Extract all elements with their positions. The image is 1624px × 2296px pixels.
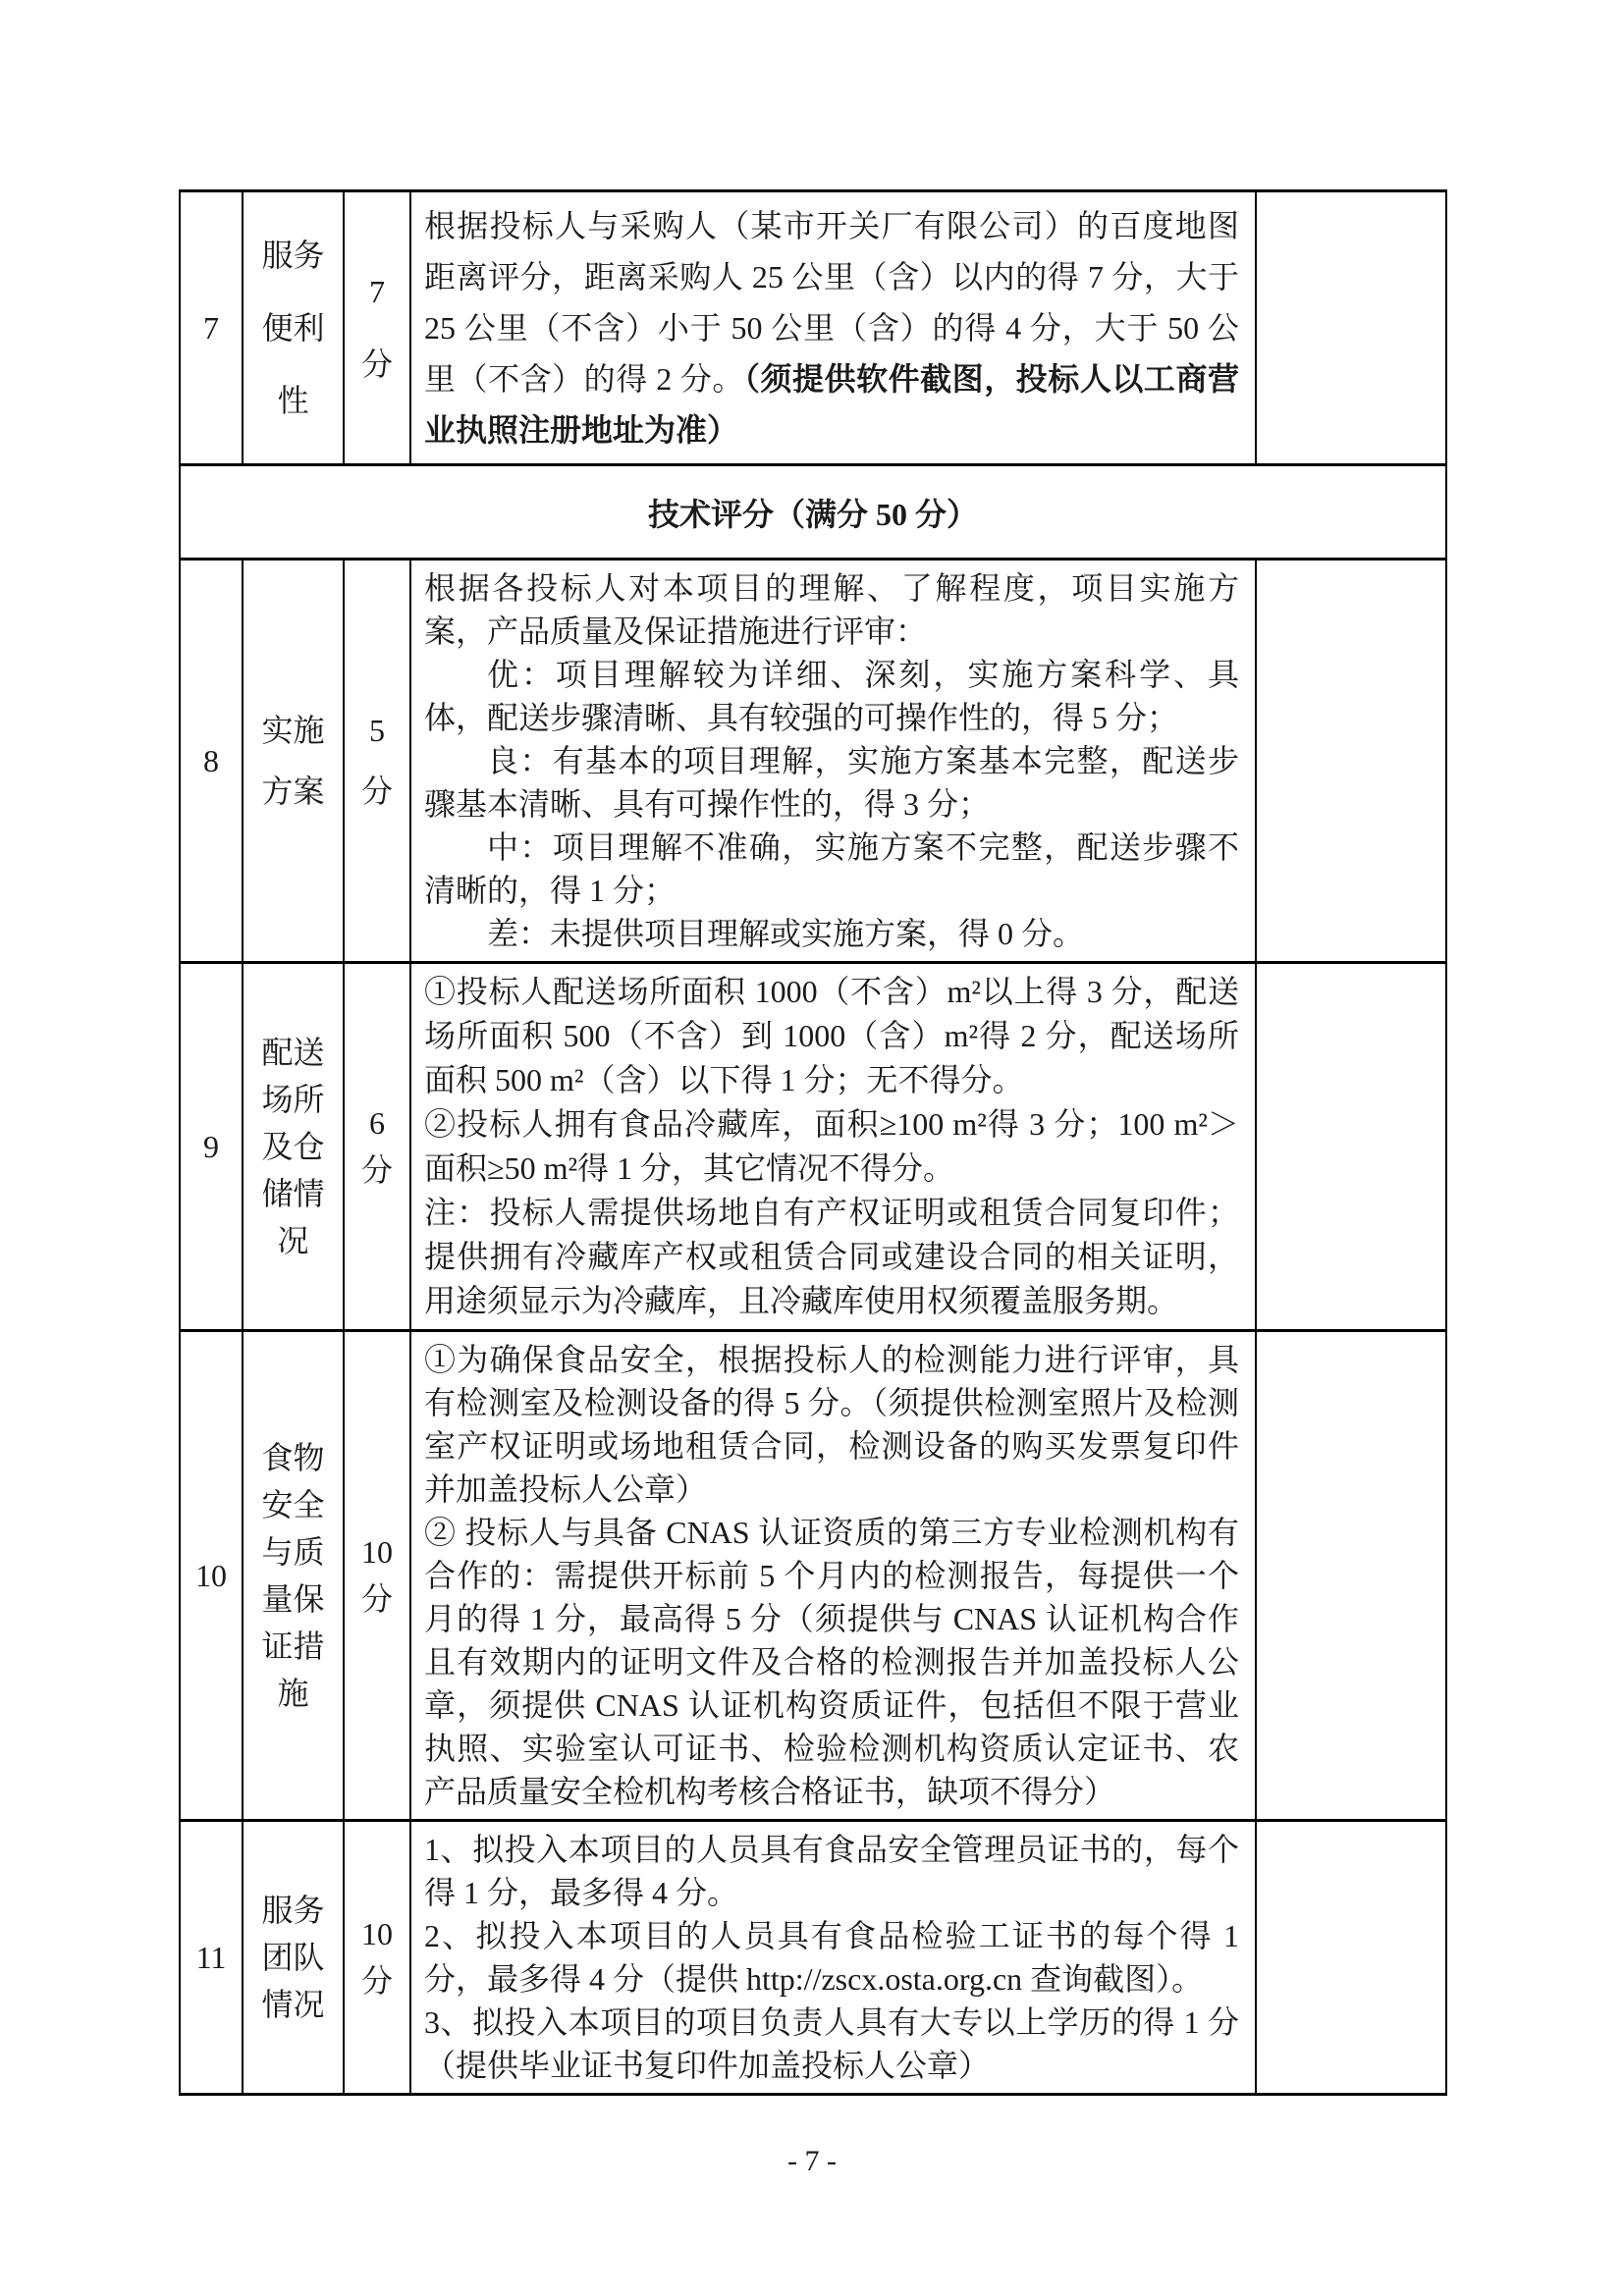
desc-text: 根据投标人与采购人（某市开关厂有限公司）的百度地图距离评分，距离采购人 25 公里（含）以内的得 7 分，大于 25 公里（不含）小于 50 公里（含）的得 4 分，大于 50 公里（不含）的得 2 分。 (424, 208, 1239, 397)
description-cell (410, 1331, 1256, 1821)
desc-bold-note: （须提供软件截图，投标人以工商营业执照注册地址为准） (424, 361, 1239, 448)
points-unit: 分 (360, 1152, 393, 1188)
desc-paragraph: 根据各投标人对本项目的理解、了解程度，项目实施方案，产品质量及保证措施进行评审： (424, 570, 1239, 649)
points-value: 10 (361, 1534, 393, 1570)
points-cell (344, 560, 410, 963)
row-number-cell: 8 (180, 560, 243, 963)
page-number: - 7 - (787, 2145, 837, 2177)
table-row (180, 1331, 1446, 1821)
desc-paragraph: 3、拟投入本项目的项目负责人具有大专以上学历的得 1 分（提供毕业证书复印件加盖投标人公章） (424, 2004, 1239, 2083)
score-blank-cell (1256, 963, 1446, 1331)
score-blank-cell (1256, 1821, 1446, 2095)
desc-paragraph: 差：未提供项目理解或实施方案，得 0 分。 (487, 916, 1085, 951)
points-cell (344, 1331, 410, 1821)
desc-paragraph: 2、拟投入本项目的人员具有食品检验工证书的每个得 1 分，最多得 4 分（提供 http://zscx.osta.org.cn 查询截图）。 (424, 1918, 1239, 1997)
page-footer (0, 2144, 1624, 2179)
criterion-name-cell: 食物安全与质量保证措施 (243, 1331, 344, 1821)
row-number-cell: 11 (180, 1821, 243, 2095)
score-blank-cell (1256, 191, 1446, 465)
desc-paragraph: ①为确保食品安全，根据投标人的检测能力进行评审，具有检测室及检测设备的得 5 分。（须提供检测室照片及检测室产权证明或场地租赁合同，检测设备的购买发票复印件并加盖投标人公章） (424, 1342, 1239, 1507)
points-cell (344, 1821, 410, 2095)
description-cell (410, 963, 1256, 1331)
row-number-cell: 10 (180, 1331, 243, 1821)
desc-paragraph: ①投标人配送场所面积 1000（不含）m²以上得 3 分，配送场所面积 500（不含）到 1000（含）m²得 2 分，配送场所面积 500 m²（含）以下得 1 分；无不得分。 (424, 974, 1239, 1097)
table-row (180, 963, 1446, 1331)
points-cell (344, 191, 410, 465)
points-unit: 分 (360, 1963, 393, 1999)
desc-paragraph: 优：项目理解较为详细、深刻，实施方案科学、具体，配送步骤清晰、具有较强的可操作性的，得 5 分； (424, 657, 1239, 735)
points-cell (344, 963, 410, 1331)
points-value: 5 (369, 713, 385, 748)
criterion-name-cell: 服务团队情况 (243, 1821, 344, 2095)
points-unit: 分 (360, 774, 393, 809)
criterion-name-cell: 实施方案 (243, 560, 344, 963)
row-number-cell: 7 (180, 191, 243, 465)
points-value: 10 (361, 1916, 393, 1951)
desc-paragraph: 1、拟投入本项目的人员具有食品安全管理员证书的，每个得 1 分，最多得 4 分。 (424, 1832, 1239, 1910)
section-header-cell (180, 465, 1446, 560)
criterion-name-cell: 服务便利性 (243, 191, 344, 465)
scoring-table (179, 189, 1447, 2096)
score-blank-cell (1256, 560, 1446, 963)
points-value: 7 (369, 274, 385, 309)
desc-paragraph: 注：投标人需提供场地自有产权证明或租赁合同复印件；提供拥有冷藏库产权或租赁合同或建设合同的相关证明，用途须显示为冷藏库，且冷藏库使用权须覆盖服务期。 (424, 1195, 1239, 1318)
table-row (180, 191, 1446, 465)
desc-paragraph (424, 200, 1239, 455)
points-value: 6 (369, 1105, 385, 1141)
row-number-cell: 9 (180, 963, 243, 1331)
section-header-row (180, 465, 1446, 560)
description-cell (410, 191, 1256, 465)
points-unit: 分 (360, 347, 393, 382)
desc-paragraph: ②投标人拥有食品冷藏库，面积≥100 m²得 3 分；100 m²＞面积≥50 m²得 1 分，其它情况不得分。 (424, 1106, 1239, 1186)
description-cell (410, 560, 1256, 963)
desc-paragraph: 中：项目理解不准确，实施方案不完整，配送步骤不清晰的，得 1 分； (424, 829, 1239, 908)
criterion-name-cell: 配送场所及仓储情况 (243, 963, 344, 1331)
section-header-label: 技术评分（满分 50 分） (647, 496, 978, 532)
points-unit: 分 (360, 1581, 393, 1617)
desc-paragraph: ② 投标人与具备 CNAS 认证资质的第三方专业检测机构有合作的：需提供开标前 5 个月内的检测报告，每提供一个月的得 1 分，最高得 5 分（须提供与 CNAS 认证机构合作且有效期内的证明文件及合格的检测报告并加盖投标人公章，须提供 CNAS 认证机构资质证件，包括但不限于营业执照、实验室认可证书、检验检测机构资质认定证书、农产品质量安全检机构考核合格证书，缺项不得分） (424, 1515, 1239, 1809)
table-row (180, 560, 1446, 963)
score-blank-cell (1256, 1331, 1446, 1821)
description-cell (410, 1821, 1256, 2095)
desc-paragraph: 良：有基本的项目理解，实施方案基本完整，配送步骤基本清晰、具有可操作性的，得 3 分； (424, 743, 1239, 822)
table-row (180, 1821, 1446, 2095)
